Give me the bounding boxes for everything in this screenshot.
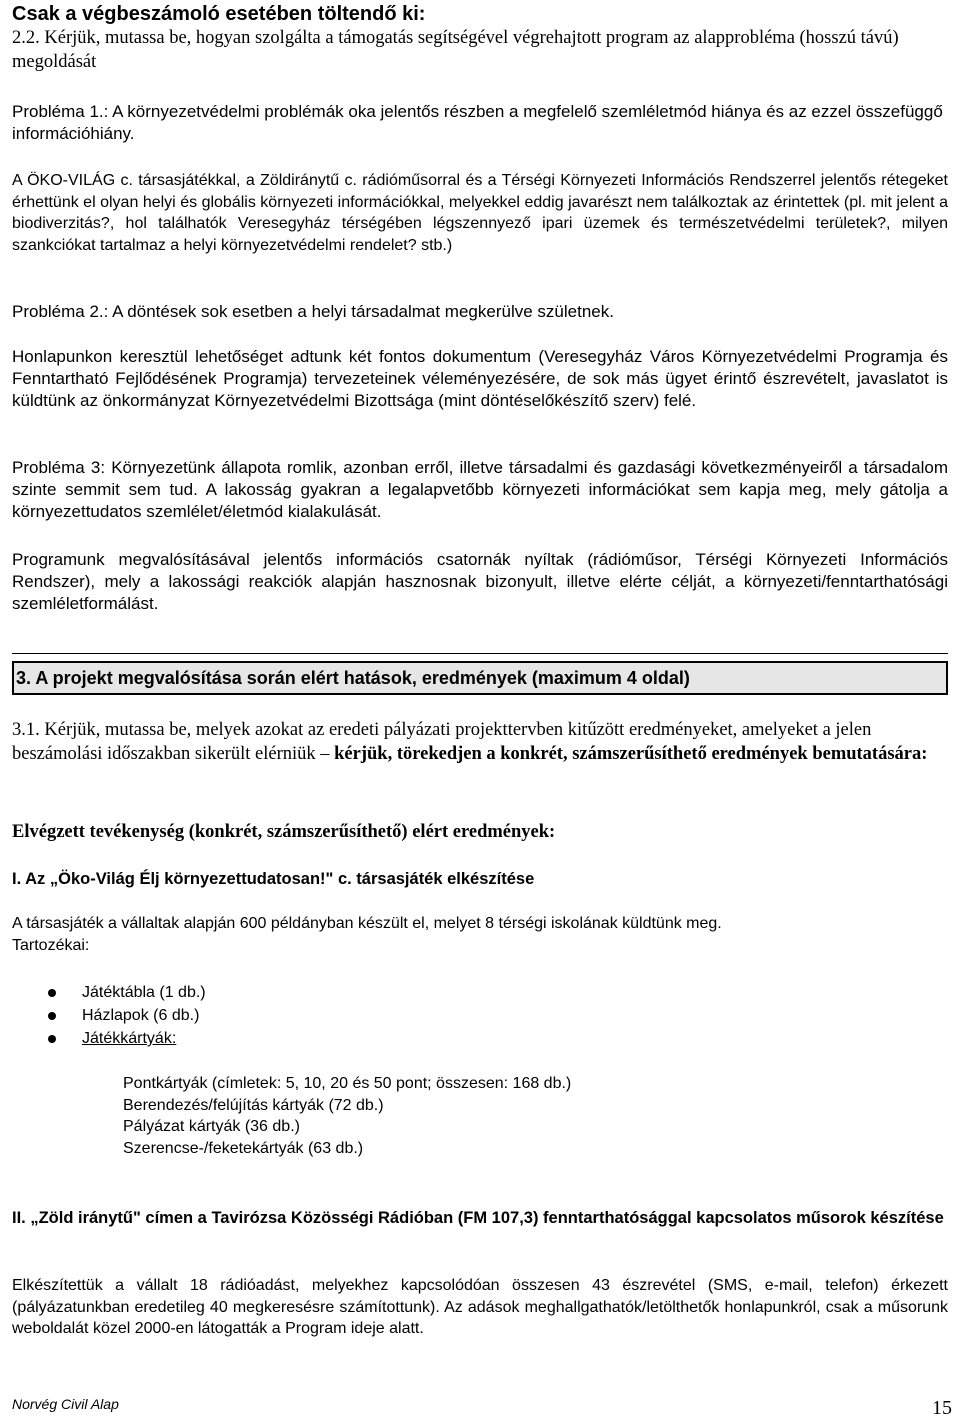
item-2-text: Elkészítettük a vállalt 18 rádióadást, melyekhez kapcsolódóan összesen 43 észrevétel (SMS, e-mail, telefon) érkezett (pályázatunkban eredetileg 40 megkeresésre számítottunk). Az adások meghallgathatók/letölthetők honlapunkról, csak a műsorunk weboldalát közel 2000-en látogatták a Program ideje alatt.	[12, 1277, 948, 1337]
problem-2: Probléma 2.: A döntések sok esetben a helyi társadalmat megkerülve születnek.	[12, 302, 614, 321]
accessories-label: Tartozékai:	[12, 936, 90, 954]
bullet-icon	[48, 1012, 56, 1020]
footer-organization: Norvég Civil Alap	[12, 1396, 119, 1412]
activities-heading: Elvégzett tevékenység (konkrét, számszerűsíthető) elért eredmények:	[12, 822, 556, 842]
list-item: Játéktábla (1 db.)	[12, 981, 948, 1004]
question-2-2: 2.2. Kérjük, mutassa be, hogyan szolgálta a támogatás segítségével végrehajtott program az alapprobléma (hosszú távú) megoldását	[12, 28, 899, 72]
bullet-icon	[48, 1035, 56, 1043]
oko-vilag-paragraph: A ÖKO-VILÁG c. társasjátékkal, a Zöldiránytű c. rádióműsorral és a Térségi Környezeti Információs Rendszerrel jelentős rétegeket érhettünk el olyan helyi és globális környezeti információkkal, melyekkel eddig javarészt nem találkoztak az érintettek (pl. mit jelent a biodiverzitás?, hol találhatók Veresegyház térségében légszennyező ipari üzemek és természetvédelmi területek?, milyen szankciókat tartalmaz a helyi környezetvédelmi rendelet? stb.)	[12, 172, 948, 254]
card-item: Berendezés/felújítás kártyák (72 db.)	[123, 1096, 384, 1114]
bullet-icon	[48, 989, 56, 997]
item-1-text	[12, 913, 948, 956]
problem-3: Probléma 3: Környezetünk állapota romlik, azonban erről, illetve társadalmi és gazdasági következményeiről a társadalom szinte semmit sem tud. A lakosság gyakran a legalapvetőbb környezeti információkat sem kapja meg, mely gátolja a környezettudatos szemlélet/életmód kialakulását.	[12, 458, 948, 521]
list-item: Házlapok (6 db.)	[12, 1004, 948, 1027]
section-rule	[12, 653, 948, 654]
card-item: Szerencse-/feketekártyák (63 db.)	[123, 1139, 364, 1157]
page-heading: Csak a végbeszámoló esetében töltendő ki:	[12, 3, 426, 25]
question-3-1-emphasis: kérjük, törekedjen a konkrét, számszerűsíthető eredmények bemutatására:	[334, 744, 928, 764]
item-1-title: I. Az „Öko-Világ Élj környezettudatosan!" c. társasjáték elkészítése	[12, 870, 535, 888]
question-3-1	[12, 718, 948, 766]
question-3-1-text: 3.1. Kérjük, mutassa be, melyek azokat az eredeti pályázati projekttervben kitűzött eredményeket, amelyeket a jelen beszámolási időszakban sikerült elérniük –	[12, 720, 872, 764]
item-1-description: A társasjáték a vállaltak alapján 600 példányban készült el, melyet 8 térségi iskolának küldtünk meg.	[12, 915, 722, 932]
accessories-list	[12, 981, 948, 1050]
honlap-paragraph: Honlapunkon keresztül lehetőséget adtunk két fontos dokumentum (Veresegyház Város Környezetvédelmi Programja és Fenntartható Fejlődésének Programja) tervezeteinek véleményezésére, de sok más ügyet érintő észrevételt, javaslatot is küldtünk az önkormányzat Környezetvédelmi Bizottsága (mint döntéselőkészítő szerv) felé.	[12, 347, 948, 410]
problem-1: Probléma 1.: A környezetvédelmi problémák oka jelentős részben a megfelelő szemléletmód hiánya és az ezzel összefüggő információhiány.	[12, 102, 943, 143]
section-3-heading: 3. A projekt megvalósítása során elért hatások, eredmények (maximum 4 oldal)	[12, 661, 948, 695]
list-item: Játékkártyák:	[12, 1027, 948, 1050]
item-2-title: II. „Zöld iránytű" címen a Tavirózsa Közösségi Rádióban (FM 107,3) fenntarthatósággal kapcsolatos műsorok készítése	[12, 1209, 944, 1227]
card-item: Pályázat kártyák (36 db.)	[123, 1118, 300, 1135]
page-number: 15	[932, 1397, 952, 1419]
card-list	[123, 1073, 571, 1159]
programunk-paragraph: Programunk megvalósításával jelentős információs csatornák nyíltak (rádióműsor, Térségi Környezeti Információs Rendszer), mely a lakossági reakciók alapján hasznosnak bizonyult, illetve elérte célját, a környezeti/fenntarthatósági szemléletformálást.	[12, 550, 948, 613]
card-item: Pontkártyák (címletek: 5, 10, 20 és 50 pont; összesen: 168 db.)	[123, 1075, 572, 1092]
